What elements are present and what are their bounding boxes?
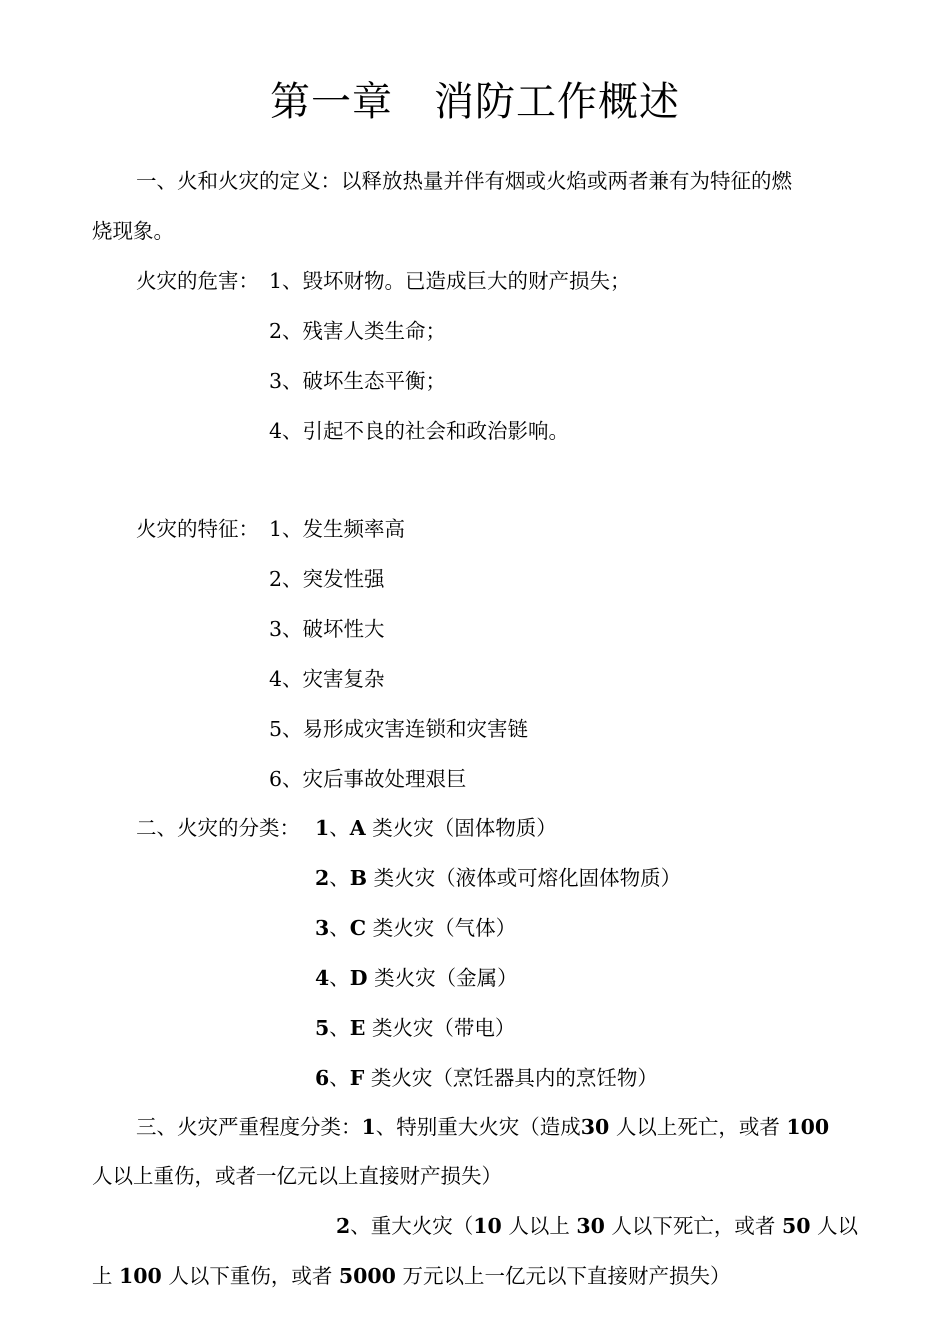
hazard-item: 2、残害人类生命； [269,319,447,343]
severity-line-3 [336,1211,858,1241]
classification-item: 4、D 类火灾（金属） [315,966,518,990]
feature-item: 4、灾害复杂 [269,667,385,691]
class-letter: E [349,1016,366,1040]
class-number: 4 [315,966,330,990]
class-letter: A [349,816,366,840]
feature-item: 1、发生频率高 [269,517,406,541]
severity-text: 人以上死亡，或者 [615,1115,780,1139]
page-title: 第一章 消防工作概述 [270,79,680,125]
classification-item: 5、E 类火灾（带电） [315,1016,516,1040]
hazard-item: 3、破坏生态平衡； [269,369,447,393]
hazards-label: 火灾的危害： [136,269,259,293]
hazard-item: 1、毁坏财物。已造成巨大的财产损失； [269,269,631,293]
severity-text: 、重大火灾（ [350,1214,474,1238]
severity-figure: 100 [119,1264,162,1288]
severity-text: 人以下死亡，或者 [611,1214,776,1238]
severity-text: 万元以上一亿元以下直接财产损失） [402,1264,731,1288]
class-number: 6 [315,1066,330,1090]
severity-figure: 50 [781,1214,811,1238]
severity-figure: 10 [473,1214,502,1238]
severity-figure: 100 [786,1115,830,1139]
severity-text: 人以下重伤，或者 [168,1264,333,1288]
severity-figure: 30 [580,1115,610,1139]
class-letter: C [349,916,367,940]
class-number: 2 [315,866,330,890]
class-text: 类火灾（带电） [371,1016,516,1040]
features-label: 火灾的特征： [136,517,259,541]
classification-item: 2、B 类火灾（液体或可熔化固体物质） [315,866,682,890]
severity-number: 1 [361,1115,376,1139]
class-letter: B [349,866,368,890]
class-text: 类火灾（金属） [374,966,518,990]
definition-line-2: 烧现象。 [92,219,174,243]
class-text: 类火灾（气体） [372,916,517,940]
severity-line-1 [136,1112,829,1142]
severity-text: 人以上 [508,1214,570,1238]
class-number: 3 [315,916,330,940]
classification-item: 1、A 类火灾（固体物质） [315,816,557,840]
severity-text: 人以 [817,1214,859,1238]
class-text: 类火灾（液体或可熔化固体物质） [373,866,682,890]
classification-item: 6、F 类火灾（烹饪器具内的烹饪物） [315,1066,658,1090]
severity-figure: 5000 [338,1264,396,1288]
feature-item: 2、突发性强 [269,567,385,591]
class-text: 类火灾（固体物质） [372,816,557,840]
feature-item: 5、易形成灾害连锁和灾害链 [269,717,529,741]
classification-label: 二、火灾的分类： [136,816,300,840]
class-text: 类火灾（烹饪器具内的烹饪物） [370,1066,658,1090]
hazard-item: 4、引起不良的社会和政治影响。 [269,419,570,443]
feature-item: 3、破坏性大 [269,617,385,641]
class-letter: F [349,1066,365,1090]
severity-text: 上 [92,1264,113,1288]
classification-item: 3、C 类火灾（气体） [315,916,517,940]
severity-figure: 30 [576,1214,605,1238]
feature-item: 6、灾后事故处理艰巨 [269,767,467,791]
class-number: 5 [315,1016,330,1040]
severity-label: 三、火灾严重程度分类： [136,1115,362,1139]
class-letter: D [349,966,368,990]
severity-text: 、特别重大火灾（造成 [375,1115,581,1139]
severity-number: 2 [336,1214,351,1238]
class-number: 1 [315,816,330,840]
severity-line-2: 人以上重伤，或者一亿元以上直接财产损失） [92,1164,502,1188]
severity-line-4 [92,1261,730,1291]
definition-line-1: 一、火和火灾的定义：以释放热量并伴有烟或火焰或两者兼有为特征的燃 [136,169,792,193]
